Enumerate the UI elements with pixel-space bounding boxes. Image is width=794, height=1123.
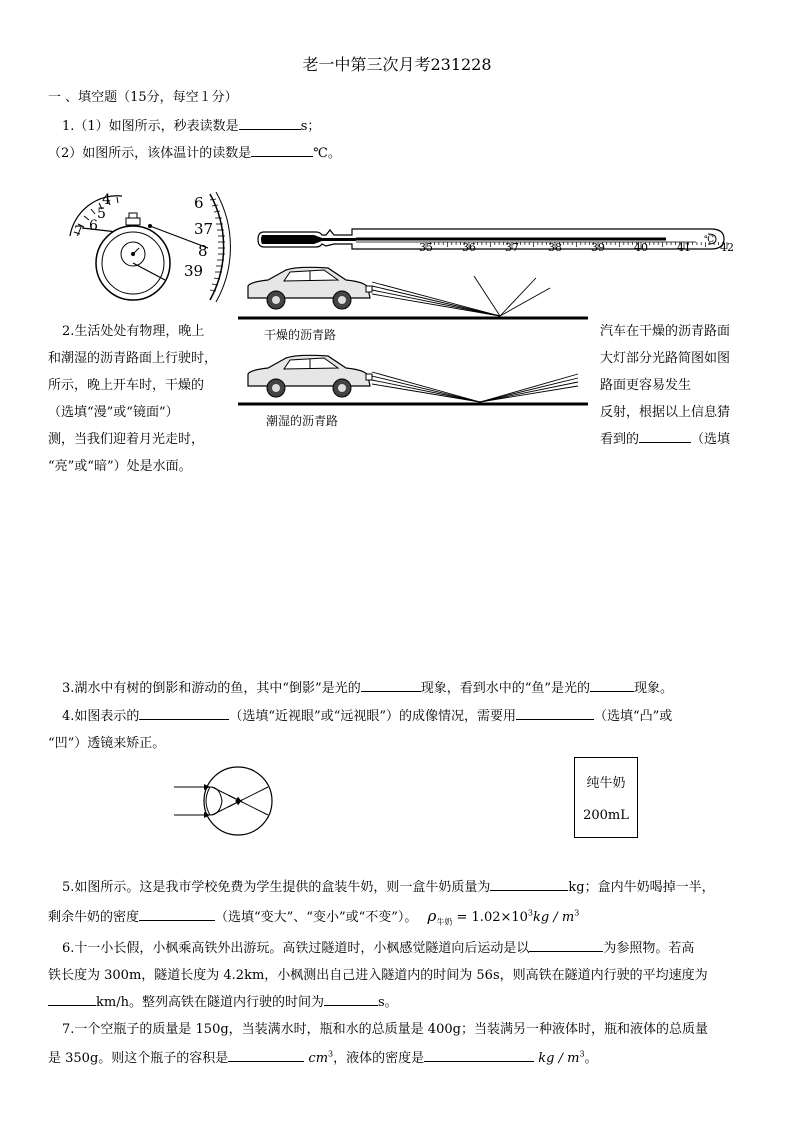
question-7-line-1: 7.一个空瓶子的质量是 150g，当装满水时，瓶和水的总质量是 400g；当装满另一种液体时，瓶和液体的总质量 xyxy=(62,1022,708,1037)
dial-number: 6 xyxy=(194,194,204,212)
dry-road-figure xyxy=(238,248,588,322)
answer-blank[interactable] xyxy=(639,429,691,443)
answer-blank[interactable] xyxy=(361,678,421,692)
dial-number: 6 xyxy=(89,218,98,234)
answer-blank[interactable] xyxy=(516,706,594,720)
question-2-line: 路面更容易发生 xyxy=(600,378,692,393)
answer-blank[interactable] xyxy=(48,992,96,1006)
scale-label: 42 xyxy=(720,241,734,254)
scale-label: 38 xyxy=(548,241,562,254)
question-4-line-1: 4.如图表示的 （选填“近视眼”或“远视眼”）的成像情况，需要用 （选填“凸”或 xyxy=(62,705,672,724)
question-2-line: （选填“漫”或“镜面”） xyxy=(48,405,179,420)
milk-name: 纯牛奶 xyxy=(586,776,626,791)
section-heading: 一 、填空题（15分，每空１分） xyxy=(48,90,238,105)
milk-volume: 200mL xyxy=(583,808,629,823)
answer-blank[interactable] xyxy=(324,992,378,1006)
answer-blank[interactable] xyxy=(251,143,313,157)
answer-blank[interactable] xyxy=(139,907,215,921)
page-title: 老一中第三次月考231228 xyxy=(302,55,492,74)
question-4-line-2: “凹”）透镜来矫正。 xyxy=(48,736,166,751)
question-2-line: 大灯部分光路简图如图 xyxy=(600,351,731,366)
answer-blank[interactable] xyxy=(490,877,568,891)
dial-number: 39 xyxy=(184,262,204,280)
question-2-line: “亮”或“暗”）处是水面。 xyxy=(48,459,192,474)
question-7-line-2: 是 350g。则这个瓶子的容积是 $cm^3$，液体的密度是 kg / $m^3$。 xyxy=(48,1049,598,1066)
question-6-line-1: 6.十一小长假，小枫乘高铁外出游玩。高铁过隧道时，小枫感觉隧道向后运动是以 为参照物。若高 xyxy=(62,937,694,956)
answer-blank[interactable] xyxy=(139,706,229,720)
question-1-part-2: （2）如图所示，该体温计的读数是 ℃。 xyxy=(48,142,341,161)
scale-label: 37 xyxy=(505,241,519,254)
scale-label: 40 xyxy=(634,241,648,254)
question-2-line: 测，当我们迎着月光走时， xyxy=(48,432,205,447)
answer-blank[interactable] xyxy=(529,938,603,952)
unit-label: ℃ xyxy=(704,235,715,245)
question-2-line: 所示，晚上开车时，干燥的 xyxy=(48,378,205,393)
scale-label: 39 xyxy=(591,241,605,254)
question-2-line: 2.生活处处有物理，晚上 xyxy=(62,324,205,339)
eye-diagram xyxy=(170,765,310,837)
question-6-line-2: 铁长度为 300m，隧道长度为 4.2km，小枫测出自己进入隧道内的时间为 56s，则高铁在隧道内行驶的平均速度为 xyxy=(48,968,708,983)
answer-blank[interactable] xyxy=(424,1048,534,1062)
question-5-line-1: 5.如图所示。这是我市学校免费为学生提供的盒装牛奶，则一盒牛奶质量为 kg；盒内牛奶喝掉一半， xyxy=(62,876,715,895)
question-2-line: 反射，根据以上信息猜 xyxy=(600,405,731,420)
answer-blank[interactable] xyxy=(239,116,301,130)
question-5-line-2: 剩余牛奶的密度 （选填“变大”、“变小”或“不变”）。 $\rho_{牛奶} = 1.02\times 10^3kg / m^3$ xyxy=(48,907,580,927)
dial-number: 8 xyxy=(198,242,208,260)
question-1-part-1: 1.（1）如图所示，秒表读数是 s； xyxy=(62,115,320,134)
scale-label: 35 xyxy=(419,241,433,254)
milk-carton xyxy=(574,757,638,838)
scale-label: 41 xyxy=(677,241,691,254)
question-2-line: 汽车在干燥的沥青路面 xyxy=(600,324,731,339)
question-2-line: 和潮湿的沥青路面上行驶时， xyxy=(48,351,218,366)
answer-blank[interactable] xyxy=(590,678,634,692)
answer-blank[interactable] xyxy=(228,1048,304,1062)
dry-road-label: 干燥的沥青路 xyxy=(264,328,337,342)
dial-number: 7 xyxy=(74,224,83,240)
stopwatch-figure xyxy=(60,188,235,306)
dial-number: 37 xyxy=(194,220,214,238)
question-3: 3.湖水中有树的倒影和游动的鱼，其中“倒影”是光的 现象，看到水中的“鱼”是光的 现象。 xyxy=(62,677,673,696)
question-2-line: 看到的 （选填 xyxy=(600,428,730,447)
scale-label: 36 xyxy=(462,241,476,254)
dial-number: 5 xyxy=(97,206,106,222)
wet-road-figure xyxy=(238,350,588,408)
wet-road-label: 潮湿的沥青路 xyxy=(266,414,339,428)
dial-number: 4 xyxy=(102,192,111,208)
question-6-line-3: km/h。整列高铁在隧道内行驶的时间为 s。 xyxy=(48,991,398,1010)
